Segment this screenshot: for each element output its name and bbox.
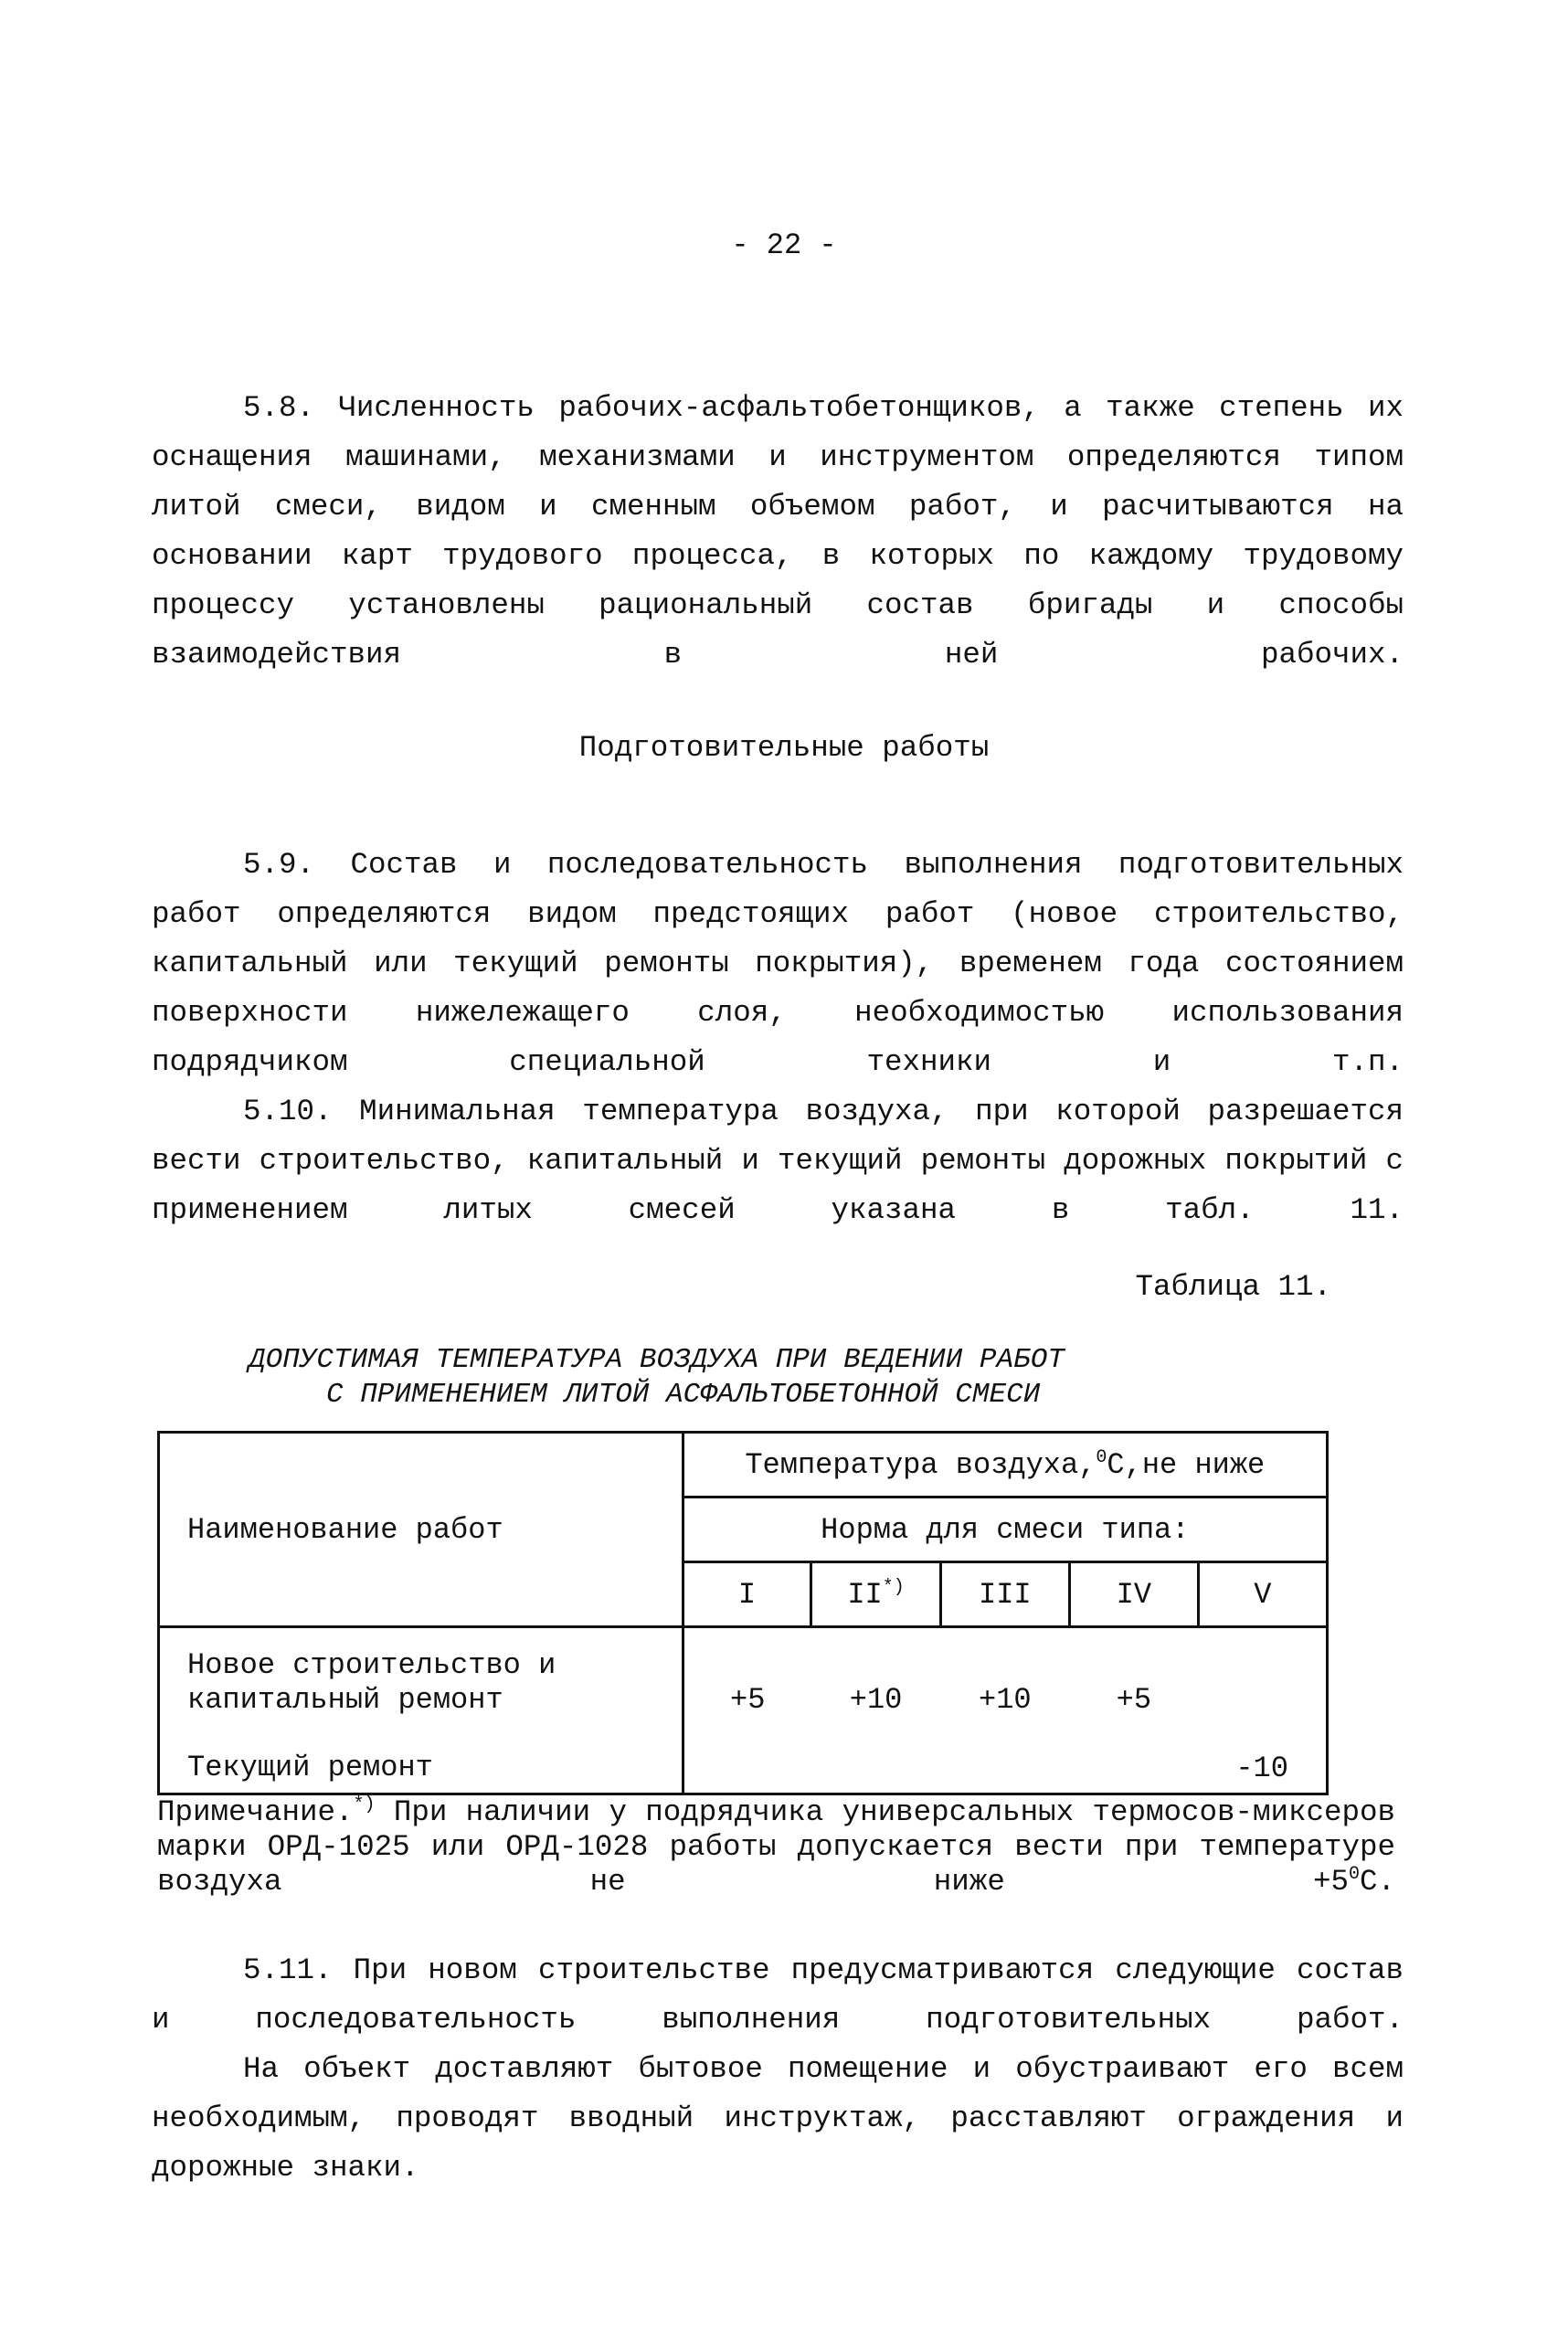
paragraph-5-8: 5.8. Численность рабочих-асфальтобетонщиков, а также степень их оснащения машинами, механизмами и инструментом определяются типом литой смеси, видом и сменным объемом работ, и расчитываются на основании карт трудового процесса, в которых по каждому трудовому процессу установлены рациональный состав бригады и способы взаимодействия в ней рабочих.	[152, 391, 1404, 672]
row1-name-line2: капитальный ремонт	[187, 1683, 503, 1717]
type-header-2-footnote: *)	[882, 1576, 905, 1598]
row1-name-line1: Новое строительство и	[187, 1648, 556, 1682]
degree-superscript: 0	[1096, 1446, 1107, 1468]
row1-value-type1: +5	[683, 1627, 811, 1794]
section-heading: Подготовительные работы	[578, 731, 990, 765]
table-label: Таблица 11.	[1135, 1270, 1331, 1304]
temperature-table	[157, 1431, 1329, 1795]
row2-name: Текущий ремонт	[187, 1751, 433, 1784]
note-degree-superscript: 0	[1348, 1864, 1360, 1885]
page-number: - 22 -	[731, 228, 837, 262]
note-end: С.	[1359, 1865, 1395, 1899]
table-note	[157, 1795, 1395, 1934]
column-header-norm: Норма для смеси типа:	[683, 1498, 1327, 1562]
row2-value-type5: -10	[1198, 1627, 1327, 1794]
table-title-line-1: ДОПУСТИМАЯ ТЕМПЕРАТУРА ВОЗДУХА ПРИ ВЕДЕНИИ РАБОТ	[249, 1344, 1065, 1376]
type-header-4: IV	[1069, 1562, 1198, 1627]
row1-value-type2: +10	[811, 1627, 940, 1794]
type-header-3: III	[940, 1562, 1069, 1627]
temperature-header-text: Температура воздуха,	[745, 1447, 1097, 1482]
type-header-2-text: II	[847, 1577, 883, 1612]
row1-value-type4: +5	[1069, 1627, 1198, 1794]
column-header-temperature	[683, 1433, 1327, 1498]
paragraph-5-11-continued: На объект доставляют бытовое помещение и обустраивают его всем необходимым, проводят вводный инструктаж, расставляют ограждения и дорожные знаки.	[152, 2052, 1404, 2185]
type-header-5: V	[1198, 1562, 1327, 1627]
note-prefix: Примечание.	[157, 1795, 354, 1829]
table-title	[0, 1343, 1425, 1413]
type-header-1: I	[683, 1562, 811, 1627]
column-header-work-name: Наименование работ	[159, 1433, 683, 1627]
paragraph-5-9: 5.9. Состав и последовательность выполнения подготовительных работ определяются видом предстоящих работ (новое строительство, капитальный или текущий ремонты покрытия), временем года состоянием поверхности нижележащего слоя, необходимостью использования подрядчиком специальной техники и т.п.	[152, 848, 1404, 1079]
paragraph-5-10: 5.10. Минимальная температура воздуха, при которой разрешается вести строительство, капитальный и текущий ремонты дорожных покрытий с применением литых смесей указана в табл. 11.	[152, 1095, 1404, 1227]
temperature-header-unit: С,не ниже	[1107, 1447, 1266, 1482]
note-footnote-mark: *)	[353, 1794, 376, 1815]
type-header-2	[811, 1562, 940, 1627]
note-text: При наличии у подрядчика универсальных термосов-миксеров марки ОРД-1025 или ОРД-1028 работы допускается вести при температуре воздуха не ниже +5	[157, 1795, 1395, 1899]
table-title-line-2: С ПРИМЕНЕНИЕМ ЛИТОЙ АСФАЛЬТОБЕТОННОЙ СМЕСИ	[326, 1379, 1041, 1411]
paragraph-5-11: 5.11. При новом строительстве предусматриваются следующие состав и последовательность выполнения подготовительных работ.	[152, 1953, 1404, 2037]
row1-value-type3: +10	[940, 1627, 1069, 1794]
work-names-cell	[159, 1627, 683, 1794]
